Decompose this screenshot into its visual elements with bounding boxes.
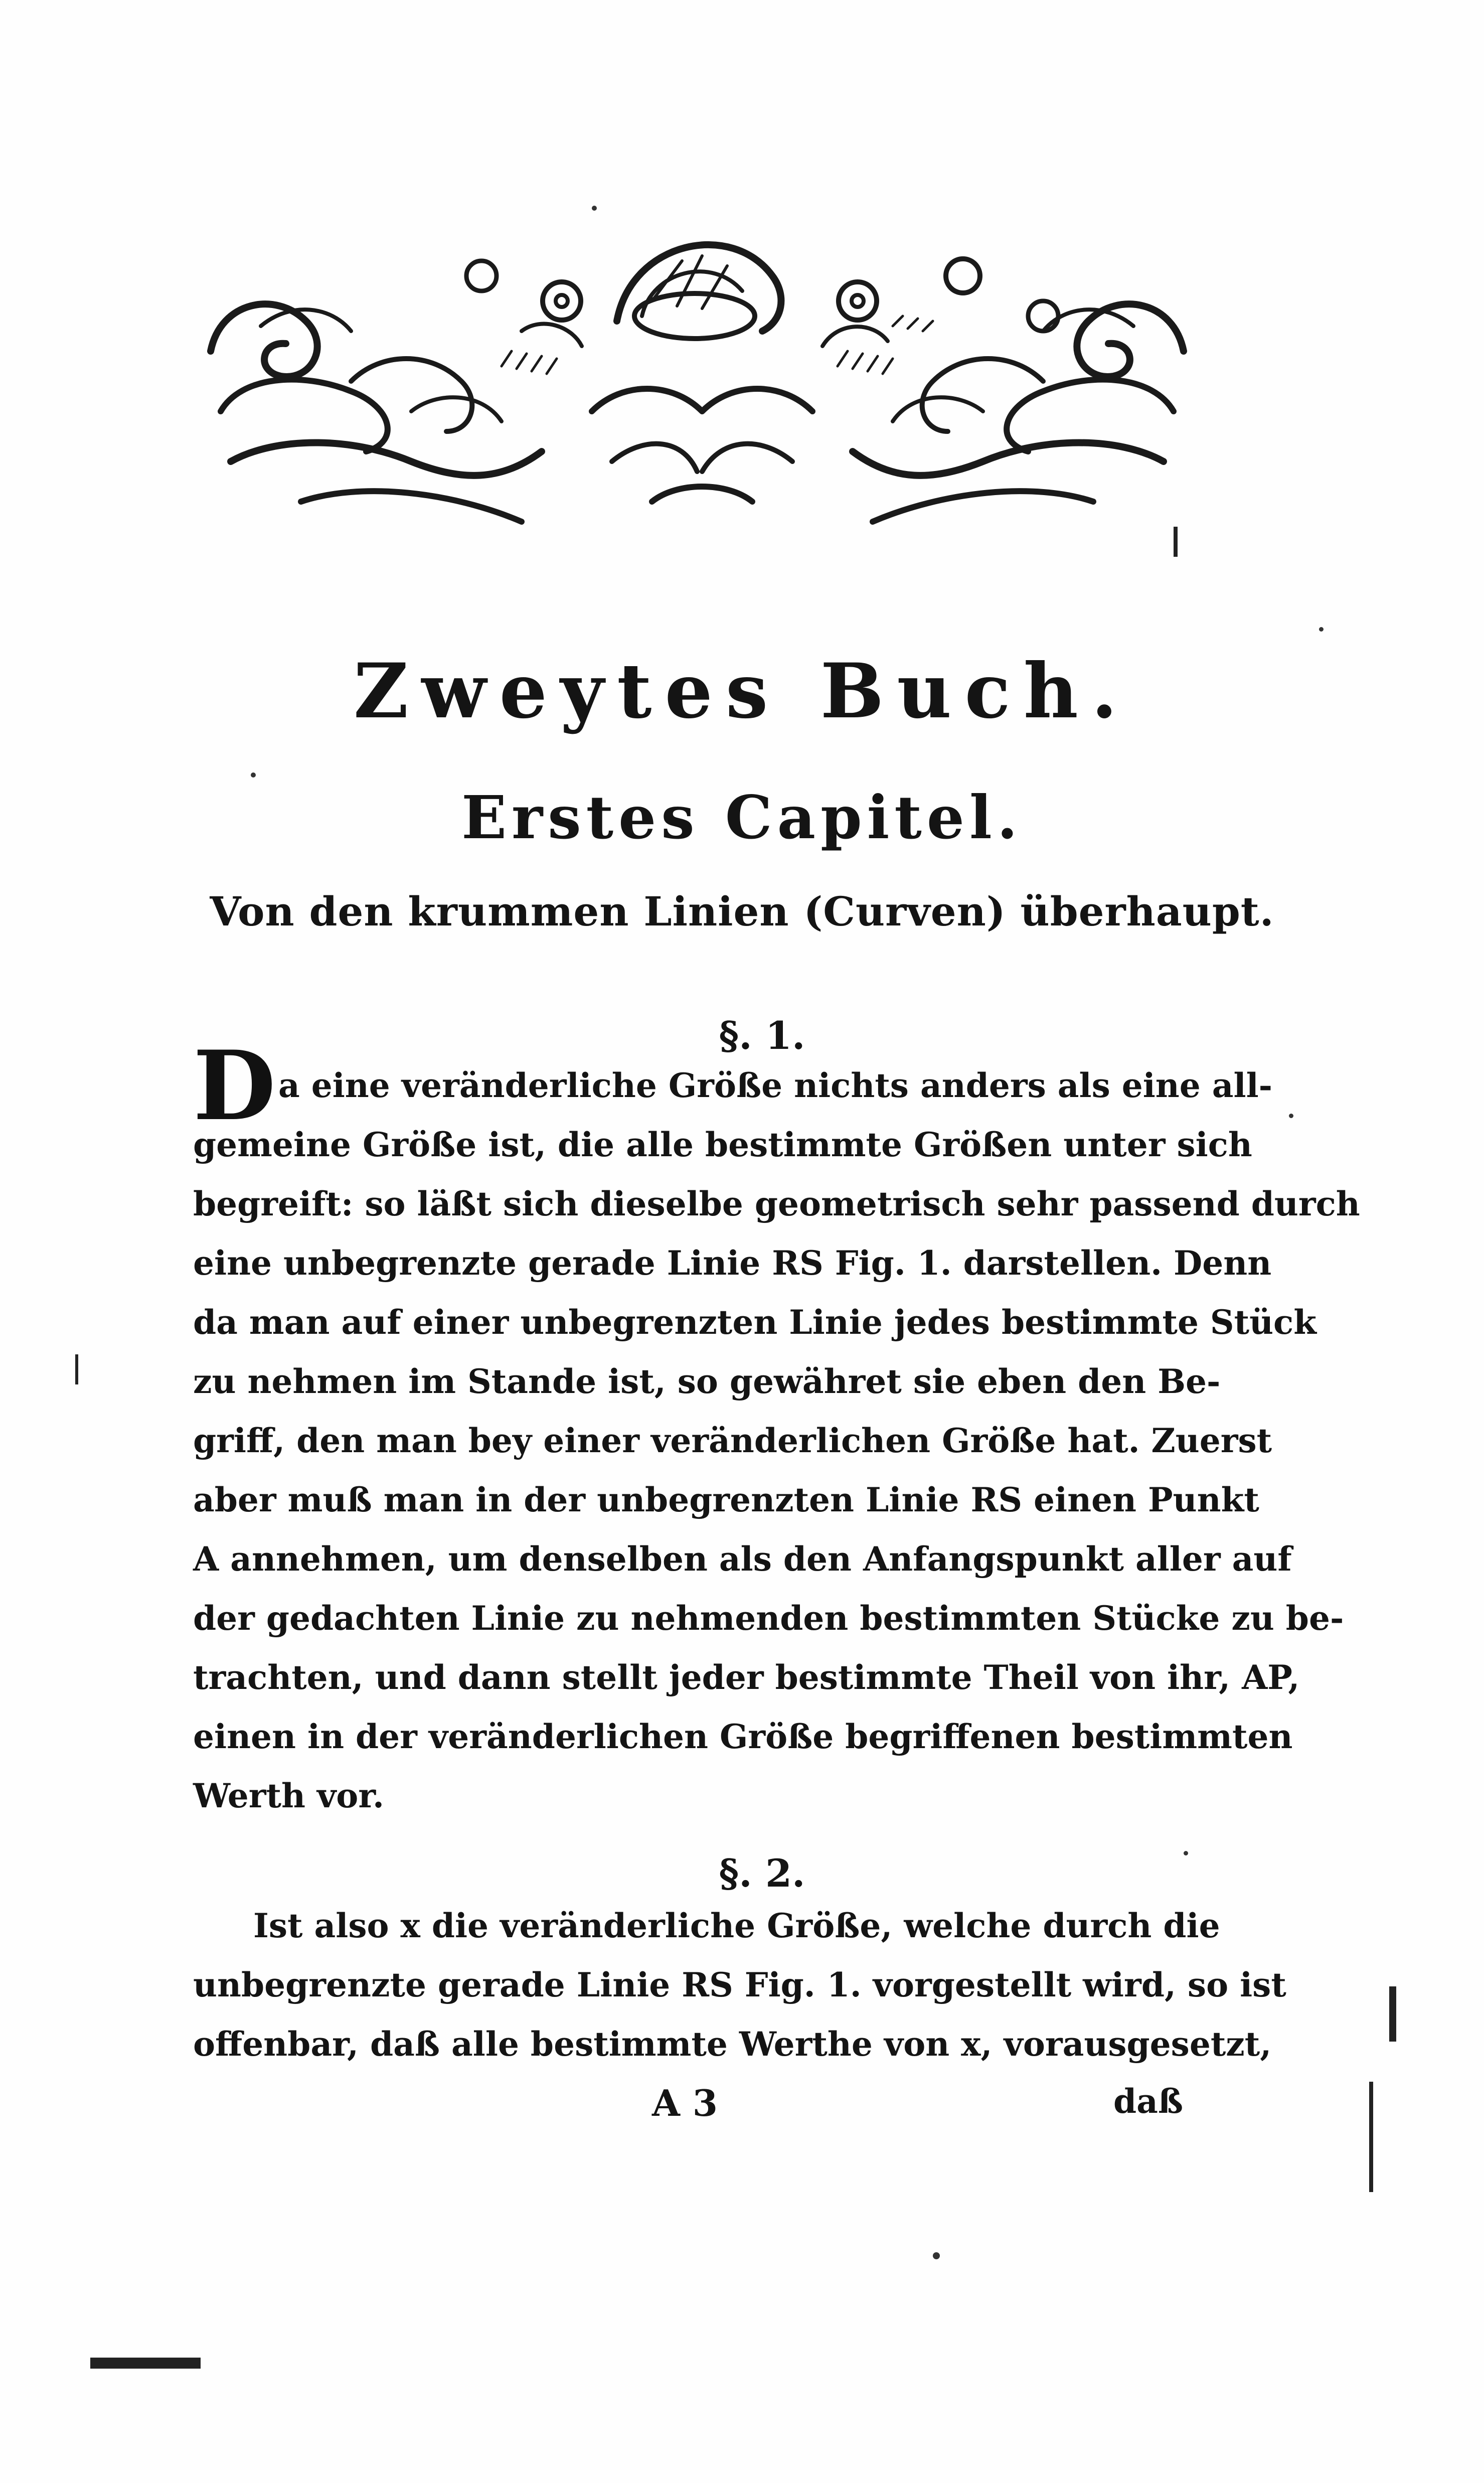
paragraph-1 bbox=[193, 1056, 1360, 1825]
text-line: einen in der veränderlichen Größe begriffenen bestimmten bbox=[193, 1717, 1293, 1756]
paragraph-mark-2: §. 2. bbox=[719, 1851, 805, 1896]
text-line: Ist also x die veränderliche Größe, welche durch die bbox=[253, 1906, 1220, 1945]
drop-cap: D bbox=[193, 1030, 276, 1142]
text-line: der gedachten Linie zu nehmenden bestimmten Stücke zu be- bbox=[193, 1599, 1344, 1638]
chapter-title: Erstes Capitel. bbox=[461, 783, 1023, 852]
text-line: eine unbegrenzte gerade Linie RS Fig. 1. darstellen. Denn bbox=[193, 1244, 1272, 1283]
text-line: aber muß man in der unbegrenzten Linie RS einen Punkt bbox=[193, 1480, 1259, 1519]
scan-speck bbox=[933, 2252, 940, 2259]
signature-mark: A 3 bbox=[652, 2082, 718, 2124]
text-line: A annehmen, um denselben als den Anfangspunkt aller auf bbox=[193, 1539, 1292, 1579]
text-line: unbegrenzte gerade Linie RS Fig. 1. vorgestellt wird, so ist bbox=[193, 1965, 1286, 2004]
text-line: begreift: so läßt sich dieselbe geometrisch sehr passend durch bbox=[193, 1184, 1360, 1223]
scan-speck bbox=[251, 772, 256, 778]
scan-edge-mark bbox=[90, 2358, 201, 2369]
section-title: Von den krummen Linien (Curven) überhaupt. bbox=[210, 888, 1274, 935]
paragraph-2 bbox=[193, 1896, 1286, 2074]
rococo-headpiece-ornament-icon bbox=[201, 201, 1194, 542]
text-line: Werth vor. bbox=[193, 1776, 385, 1815]
text-line: zu nehmen im Stande ist, so gewähret sie eben den Be- bbox=[193, 1362, 1221, 1401]
text-line: da man auf einer unbegrenzten Linie jedes bestimmte Stück bbox=[193, 1303, 1316, 1342]
scan-speck bbox=[1289, 1114, 1293, 1118]
scan-edge-mark bbox=[75, 1354, 78, 1384]
scan-edge-mark bbox=[1369, 2082, 1373, 2192]
scan-edge-mark bbox=[1389, 1986, 1396, 2042]
catchword: daß bbox=[1113, 2082, 1184, 2121]
scan-speck bbox=[1319, 627, 1324, 632]
scan-speck bbox=[592, 206, 597, 211]
text-line: a eine veränderliche Größe nichts anders als eine all- bbox=[278, 1066, 1273, 1105]
scan-edge-mark bbox=[1174, 527, 1178, 557]
paragraph-mark-1: §. 1. bbox=[719, 1013, 805, 1058]
scan-speck bbox=[1184, 1851, 1188, 1855]
text-line: gemeine Größe ist, die alle bestimmte Größen unter sich bbox=[193, 1125, 1252, 1164]
text-line: griff, den man bey einer veränderlichen Größe hat. Zuerst bbox=[193, 1421, 1272, 1460]
book-title: Zweytes Buch. bbox=[353, 647, 1131, 735]
text-line: offenbar, daß alle bestimmte Werthe von x, vorausgesetzt, bbox=[193, 2025, 1272, 2064]
text-line: trachten, und dann stellt jeder bestimmte Theil von ihr, AP, bbox=[193, 1658, 1300, 1697]
